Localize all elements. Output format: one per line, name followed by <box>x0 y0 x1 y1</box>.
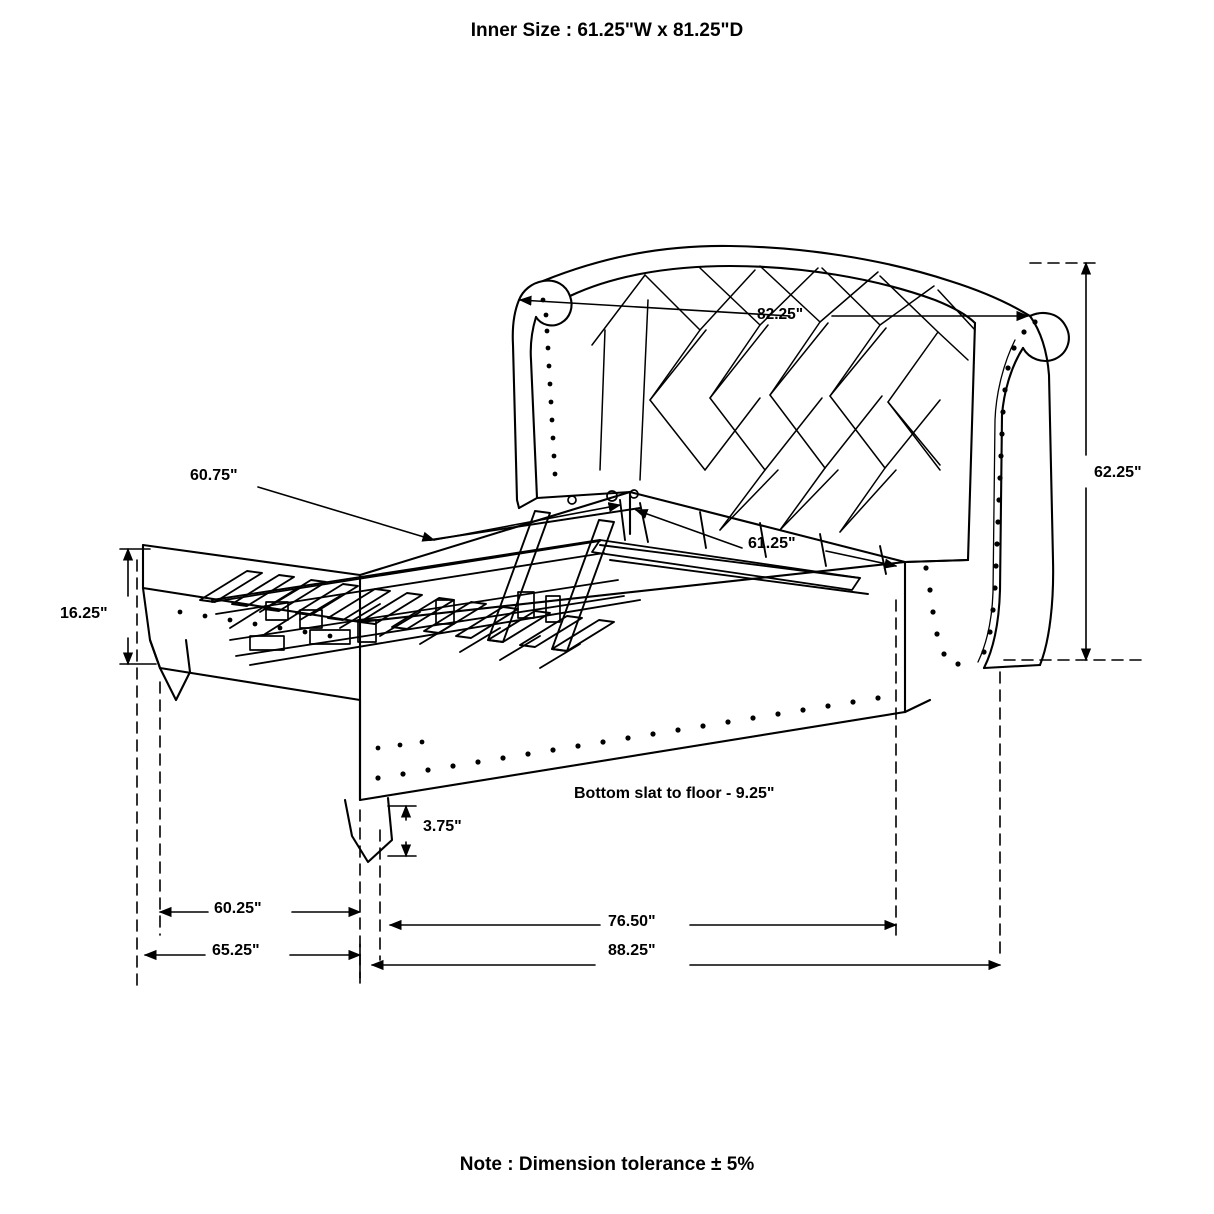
dimension-lines <box>120 263 1148 985</box>
dim-headboard-width: 82.25" <box>757 306 804 323</box>
dim-length-outer: 88.25" <box>608 942 656 959</box>
tolerance-note: Note : Dimension tolerance ± 5% <box>459 1154 755 1175</box>
page-title: Inner Size : 61.25"W x 81.25"D <box>470 20 744 41</box>
dim-deck-height: 16.25" <box>60 605 108 622</box>
nailhead-trim-right <box>923 319 1037 666</box>
dim-foot-width-outer: 65.25" <box>212 942 260 959</box>
dim-foot-width-inner: 60.25" <box>214 900 262 917</box>
dim-headboard-height: 62.25" <box>1094 464 1142 481</box>
dim-leg-height: 3.75" <box>423 818 462 835</box>
bed-legs <box>150 640 392 862</box>
dim-inner-width: 61.25" <box>748 535 796 552</box>
dim-slat-span: 60.75" <box>190 467 238 484</box>
dim-length-inner: 76.50" <box>608 913 656 930</box>
note-bottom-slat: Bottom slat to floor - 9.25" <box>574 785 775 802</box>
